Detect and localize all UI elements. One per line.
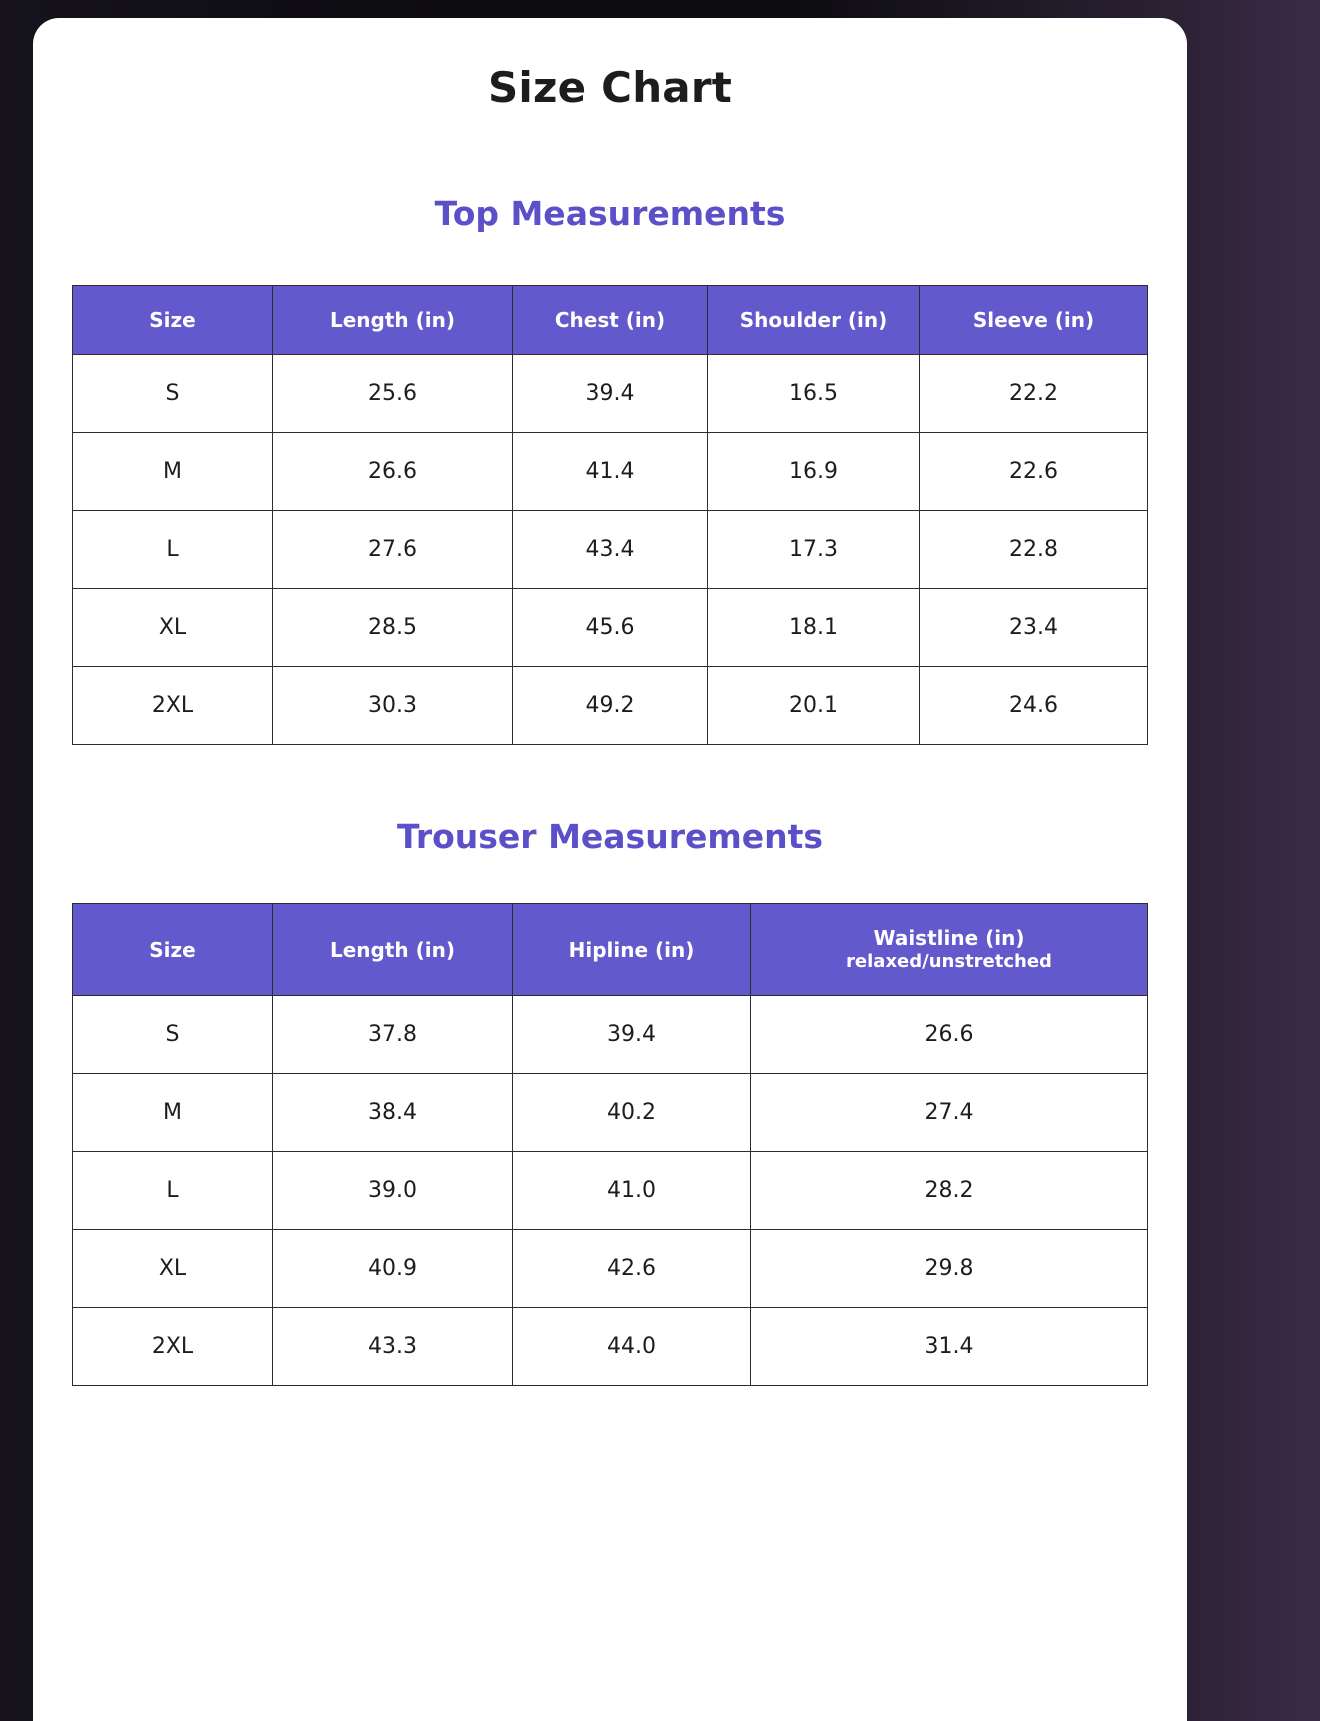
table-row [73,1230,1148,1308]
cell-length: 28.5 [273,589,513,667]
cell-length: 26.6 [273,433,513,511]
table-row [73,1308,1148,1386]
table-row [73,667,1148,745]
cell-hipline: 42.6 [513,1230,751,1308]
table-body [73,355,1148,745]
table-row [73,996,1148,1074]
cell-size: 2XL [73,667,273,745]
cell-size: M [73,1074,273,1152]
table-row [73,511,1148,589]
cell-length: 40.9 [273,1230,513,1308]
table-row [73,1074,1148,1152]
page-title: Size Chart [487,63,733,112]
cell-length: 38.4 [273,1074,513,1152]
cell-length: 30.3 [273,667,513,745]
column-header-length: Length (in) [273,286,513,355]
column-header-size: Size [73,286,273,355]
cell-length: 39.0 [273,1152,513,1230]
cell-sleeve: 24.6 [920,667,1148,745]
column-header-length: Length (in) [273,904,513,996]
cell-size: L [73,511,273,589]
table-header [73,286,1148,355]
table-header-row [73,286,1148,355]
cell-sleeve: 22.6 [920,433,1148,511]
cell-shoulder: 17.3 [708,511,920,589]
cell-shoulder: 20.1 [708,667,920,745]
column-header-waistline-note: relaxed/unstretched [846,950,1052,972]
cell-hipline: 40.2 [513,1074,751,1152]
table-row [73,355,1148,433]
cell-waistline: 28.2 [751,1152,1148,1230]
cell-chest: 39.4 [513,355,708,433]
cell-size: M [73,433,273,511]
table-header [73,904,1148,996]
cell-waistline: 29.8 [751,1230,1148,1308]
cell-chest: 43.4 [513,511,708,589]
cell-hipline: 41.0 [513,1152,751,1230]
cell-size: L [73,1152,273,1230]
card-content [33,63,1187,1386]
section-title-top: Top Measurements [434,194,786,233]
cell-sleeve: 23.4 [920,589,1148,667]
table-row [73,589,1148,667]
cell-length: 43.3 [273,1308,513,1386]
cell-length: 25.6 [273,355,513,433]
cell-hipline: 44.0 [513,1308,751,1386]
cell-size: 2XL [73,1308,273,1386]
table-body [73,996,1148,1386]
column-header-sleeve: Sleeve (in) [920,286,1148,355]
cell-size: S [73,996,273,1074]
cell-chest: 45.6 [513,589,708,667]
column-header-size: Size [73,904,273,996]
table-row [73,1152,1148,1230]
table-row [73,433,1148,511]
cell-sleeve: 22.2 [920,355,1148,433]
cell-size: XL [73,1230,273,1308]
cell-chest: 41.4 [513,433,708,511]
cell-waistline: 27.4 [751,1074,1148,1152]
column-header-hipline: Hipline (in) [513,904,751,996]
cell-sleeve: 22.8 [920,511,1148,589]
cell-length: 37.8 [273,996,513,1074]
cell-size: S [73,355,273,433]
cell-shoulder: 18.1 [708,589,920,667]
cell-waistline: 31.4 [751,1308,1148,1386]
cell-chest: 49.2 [513,667,708,745]
column-header-waistline-label: Waistline (in) [873,926,1025,951]
section-title-trouser: Trouser Measurements [396,817,824,857]
column-header-chest: Chest (in) [513,286,708,355]
top-measurements-table [72,285,1148,745]
cell-shoulder: 16.9 [708,433,920,511]
cell-shoulder: 16.5 [708,355,920,433]
size-chart-card [33,18,1187,1721]
table-header-row [73,904,1148,996]
cell-size: XL [73,589,273,667]
column-header-shoulder: Shoulder (in) [708,286,920,355]
trouser-measurements-table [72,903,1148,1386]
cell-length: 27.6 [273,511,513,589]
cell-waistline: 26.6 [751,996,1148,1074]
cell-hipline: 39.4 [513,996,751,1074]
column-header-waistline [751,904,1148,996]
